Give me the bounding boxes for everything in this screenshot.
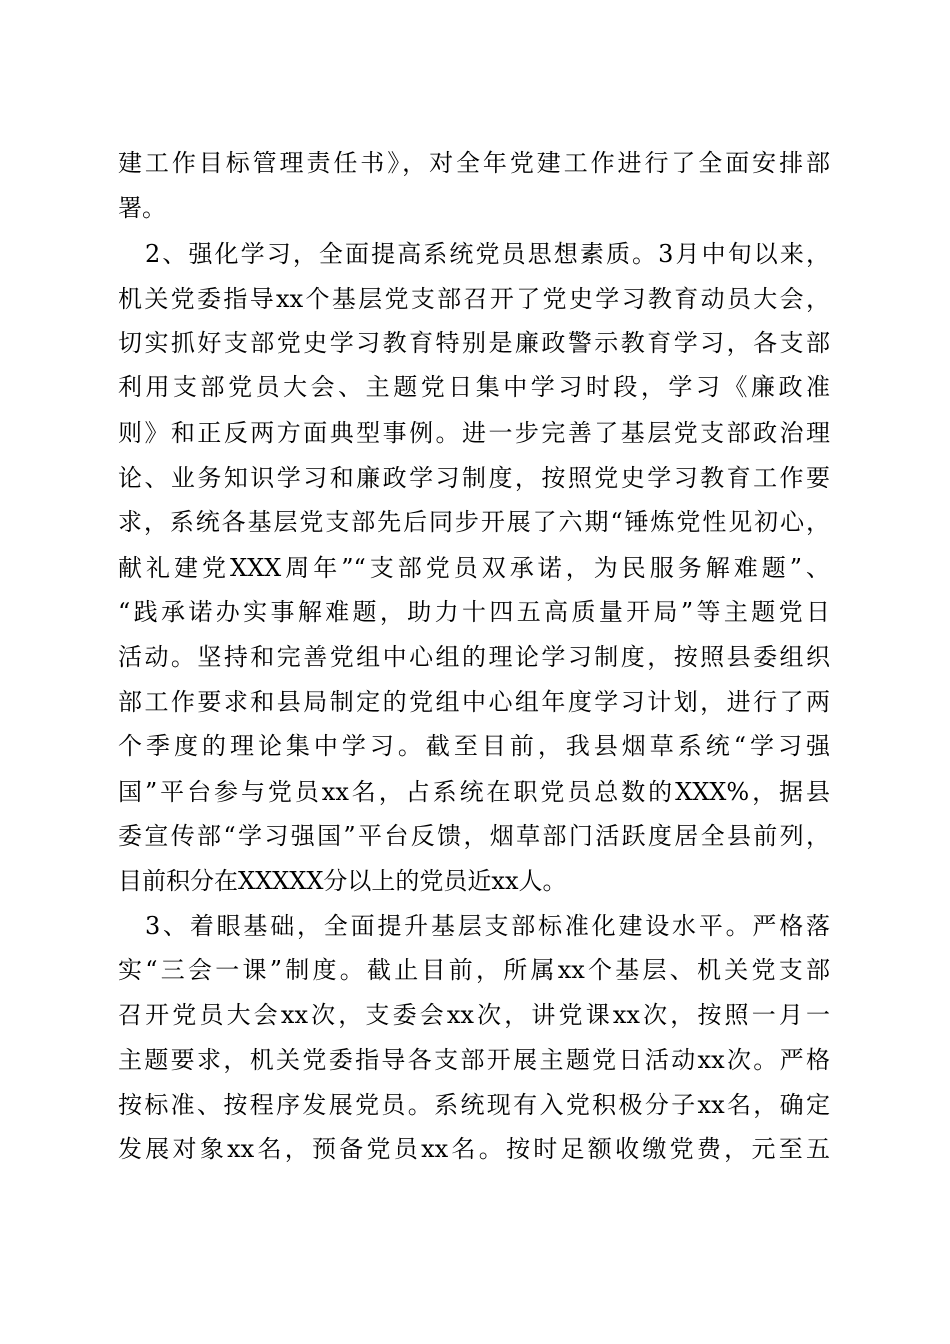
paragraph-2-start: 2、强化学习，全面提高系统党员思想素质。3月中旬以来， [145,240,830,268]
text-line-20: 召开党员大会xx次，支委会xx次，讲党课xx次，按照一月一 [118,1001,830,1029]
text-line-9: 求，系统各基层党支部先后同步开展了六期“锤炼党性见初心， [118,508,830,536]
text-line-23: 发展对象xx名，预备党员xx名。按时足额收缴党费，元至五 [118,1135,830,1163]
text-line-6: 利用支部党员大会、主题党日集中学习时段，学习《廉政准 [118,373,830,401]
text-line-4: 机关党委指导xx个基层党支部召开了党史学习教育动员大会， [118,285,830,313]
text-line-22: 按标准、按程序发展党员。系统现有入党积极分子xx名，确定 [118,1091,830,1119]
text-line-12: 活动。坚持和完善党组中心组的理论学习制度，按照县委组织 [118,643,830,671]
text-line-7: 则》和正反两方面典型事例。进一步完善了基层党支部政治理 [118,419,830,447]
text-line-10: 献礼建党XXX周年”“支部党员双承诺，为民服务解难题”、 [118,554,830,582]
text-line-19: 实“三会一课”制度。截止目前，所属xx个基层、机关党支部 [118,956,830,984]
text-line-11: “践承诺办实事解难题，助力十四五高质量开局”等主题党日 [118,598,830,626]
text-line-16: 委宣传部“学习强国”平台反馈，烟草部门活跃度居全县前列， [118,822,830,850]
text-line-21: 主题要求，机关党委指导各支部开展主题党日活动xx次。严格 [118,1046,830,1074]
text-line-14: 个季度的理论集中学习。截至目前，我县烟草系统“学习强 [118,732,830,760]
text-line-15: 国”平台参与党员xx名，占系统在职党员总数的XXX%，据县 [118,778,830,806]
text-line-2: 署。 [118,194,166,222]
paragraph-3-start: 3、着眼基础，全面提升基层支部标准化建设水平。严格落 [145,912,830,940]
text-line-5: 切实抓好支部党史学习教育特别是廉政警示教育学习，各支部 [118,329,830,357]
text-line-8: 论、业务知识学习和廉政学习制度，按照党史学习教育工作要 [118,464,830,492]
text-line-1: 建工作目标管理责任书》，对全年党建工作进行了全面安排部 [118,149,830,177]
text-line-13: 部工作要求和县局制定的党组中心组年度学习计划，进行了两 [118,688,830,716]
text-line-17: 目前积分在XXXXX分以上的党员近xx人。 [118,867,567,895]
